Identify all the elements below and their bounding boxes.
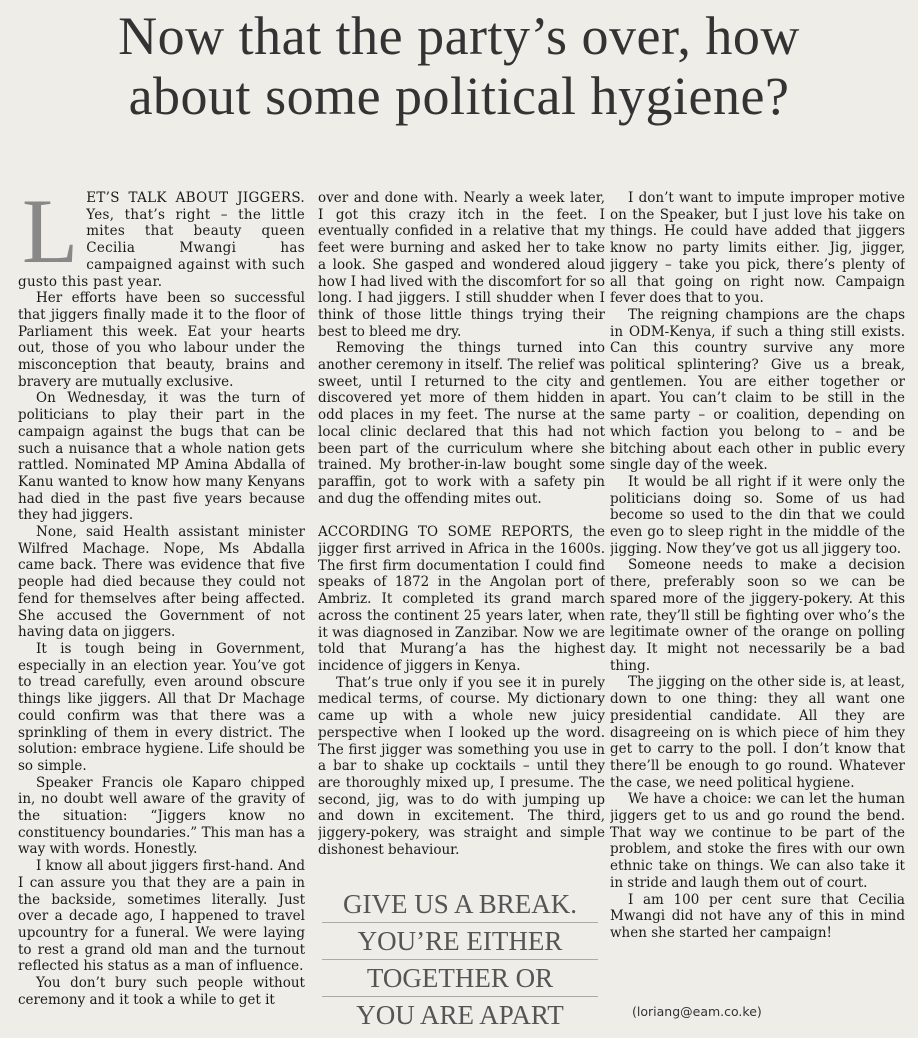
headline: [0, 6, 918, 126]
author-email: (loriang@eam.co.ke): [632, 1004, 762, 1019]
paragraph: over and done with. Nearly a week later, I got this crazy itch in the feet. I eventually confided in a relative that my feet were burning and asked her to take a look. She gasped and wondered aloud how I had lived with the discomfort for so long. I had jiggers. I still shudder when I think of those little things trying their best to bleed me dry.: [318, 190, 605, 340]
paragraph: It would be all right if it were only the politicians doing so. Some of us had become so used to the din that we could even go to sleep right in the middle of the jigging. Now they’ve got us all jiggery too.: [610, 473, 905, 557]
paragraph: We have a choice: we can let the human jiggers get to us and go round the bend. That way we continue to be part of the problem, and stoke the fires with our own ethnic take on things. We can also take it in stride and laugh them out of court.: [610, 791, 905, 891]
paragraph: I know all about jiggers first-hand. And I can assure you that they are a pain in the backside, sometimes literally. Just over a decade ago, I happened to travel upcountry for a funeral. We were laying to rest a grand old man and the turnout reflected his status as a man of influence.: [18, 858, 305, 975]
headline-line-2: about some political hygiene?: [128, 66, 790, 126]
article-column-2: [318, 190, 605, 880]
paragraph: [18, 190, 305, 290]
paragraph: That’s true only if you see it in purely medical terms, of course. My dictionary came up with a whole new juicy perspective when I looked up the word. The first jigger was something you use in a bar to shake up cocktails – until they are thoroughly mixed up, I presume. The second, jig, was to do with jumping up and down in excitement. The third, jiggery-pokery, was straight and simple dishonest behaviour.: [318, 674, 605, 858]
paragraph: You don’t bury such people without ceremony and it took a while to get it: [18, 975, 305, 1008]
lead-text: ET’S TALK ABOUT JIGGERS. Yes, that’s right – the little mites that beauty queen Cecilia Mwangi has campaigned against with such gusto this past year.: [18, 190, 305, 290]
paragraph: Someone needs to make a decision there, preferably soon so we can be spared more of the jiggery-pokery. At this rate, they’ll still be fighting over who’s the legitimate owner of the orange on polling day. It might not necessarily be a bad thing.: [610, 557, 905, 674]
paragraph: On Wednesday, it was the turn of politicians to play their part in the campaign against the bugs that can be such a nuisance that a whole nation gets rattled. Nominated MP Amina Abdalla of Kanu wanted to know how many Kenyans had died in the past five years because they had jiggers.: [18, 390, 305, 524]
pull-quote-line: GIVE US A BREAK.: [322, 886, 598, 923]
paragraph: It is tough being in Government, especially in an election year. You’ve got to tread carefully, even around obscure things like jiggers. All that Dr Machage could confirm was that there was a sprinkling of them in every district. The solution: embrace hygiene. Life should be so simple.: [18, 640, 305, 774]
headline-line-1: Now that the party’s over, how: [118, 6, 800, 66]
pull-quote: [322, 886, 598, 1033]
section-break-paragraph: ACCORDING TO SOME REPORTS, the jigger first arrived in Africa in the 1600s. The first firm documentation I could find speaks of 1872 in the Angolan port of Ambriz. It completed its grand march across the continent 25 years later, when it was diagnosed in Zanzibar. Now we are told that Murang’a has the highest incidence of jiggers in Kenya.: [318, 524, 605, 674]
paragraph: I am 100 per cent sure that Cecilia Mwangi did not have any of this in mind when she started her campaign!: [610, 891, 905, 941]
paragraph: Removing the things turned into another ceremony in itself. The relief was sweet, until I returned to the city and discovered yet more of them hidden in odd places in my feet. The nurse at the local clinic declared that this had not been part of the curriculum where she trained. My brother-in-law bought some paraffin, got to work with a safety pin and dug the offending mites out.: [318, 340, 605, 507]
paragraph: The reigning champions are the chaps in ODM-Kenya, if such a thing still exists. Can this country survive any more political splintering? Give us a break, gentlemen. You are either together or apart. You can’t claim to be still in the same party – or coalition, depending on which faction you belong to – and be bitching about each other in public every single day of the week.: [610, 306, 905, 474]
pull-quote-line: YOU’RE EITHER: [322, 923, 598, 960]
paragraph: Her efforts have been so successful that jiggers finally made it to the floor of Parliament this week. Eat your hearts out, those of you who labour under the misconception that beauty, brains and bravery are mutually exclusive.: [18, 290, 305, 390]
paragraph: Speaker Francis ole Kaparo chipped in, no doubt well aware of the gravity of the situation: “Jiggers know no constituency boundaries.” This man has a way with words. Honestly.: [18, 774, 305, 858]
drop-cap: L: [22, 190, 79, 282]
pull-quote-line: TOGETHER OR: [322, 960, 598, 997]
paragraph: None, said Health assistant minister Wilfred Machage. Nope, Ms Abdalla came back. There was evidence that five people had died because they could not fend for themselves after being affected. She accused the Government of not having data on jiggers.: [18, 524, 305, 641]
article-column-1: [18, 190, 305, 1032]
pull-quote-line: YOU ARE APART: [356, 1000, 564, 1030]
paragraph: I don’t want to impute improper motive on the Speaker, but I just love his take on things. He could have added that jiggers know no party limits either. Jig, jigger, jiggery – take you pick, there’s plenty of all that going on right now. Campaign fever does that to you.: [610, 190, 905, 307]
paragraph: The jigging on the other side is, at least, down to one thing: they all want one presidential candidate. All they are disagreeing on is which piece of him they get to carry to the poll. I don’t know that there’ll be enough to go round. Whatever the case, we need political hygiene.: [610, 674, 905, 791]
article-column-3: [610, 190, 905, 1000]
